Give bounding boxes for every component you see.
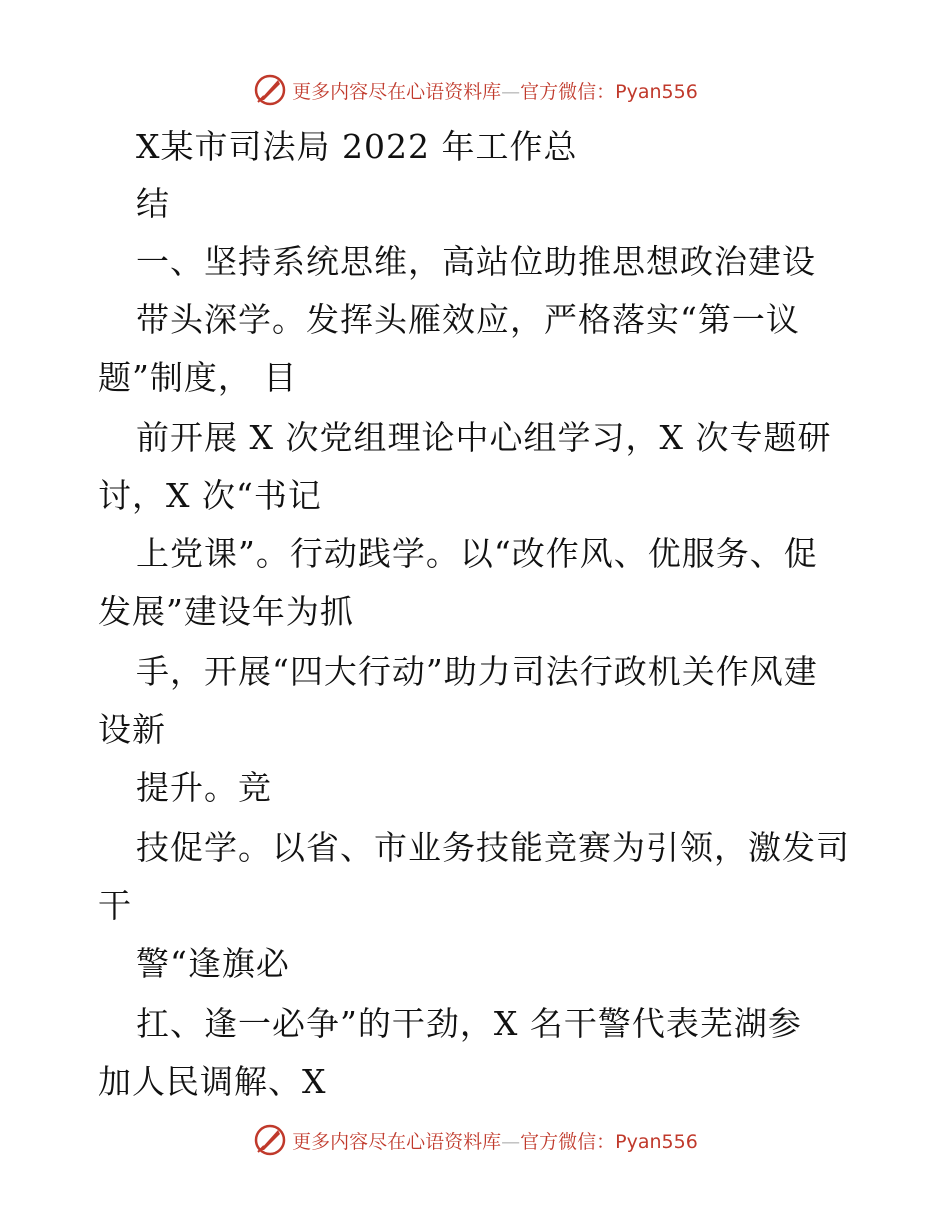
paragraph-line: 提升。竞 bbox=[136, 768, 272, 807]
paragraph-line: 带头深学。发挥头雁效应，严格落实“第一议 bbox=[136, 300, 800, 339]
paragraph-line: 设新 bbox=[98, 710, 166, 749]
banner-contact: 官方微信：Pyan556 bbox=[520, 80, 698, 103]
section-heading: 一、坚持系统思维，高站位助推思想政治建设 bbox=[136, 242, 816, 281]
banner-brand: 更多内容尽在心语资料库 bbox=[292, 80, 502, 103]
paragraph-line: 讨，X 次“书记 bbox=[98, 476, 322, 515]
banner-separator: — bbox=[501, 80, 521, 103]
paragraph-line: 干 bbox=[98, 886, 132, 925]
header-banner bbox=[0, 70, 950, 110]
doc-title-line-1: X某市司法局 2022 年工作总 bbox=[136, 127, 578, 166]
banner-contact: 官方微信：Pyan556 bbox=[520, 1130, 698, 1153]
paragraph-line: 技促学。以省、市业务技能竞赛为引领，激发司 bbox=[136, 828, 850, 867]
feather-logo-icon bbox=[252, 1122, 288, 1158]
footer-banner bbox=[0, 1120, 950, 1160]
paragraph-line: 扛、逢一必争”的干劲，X 名干警代表芜湖参 bbox=[136, 1004, 802, 1043]
banner-separator: — bbox=[501, 1130, 521, 1153]
paragraph-line: 题”制度， 目 bbox=[98, 358, 298, 397]
banner-brand: 更多内容尽在心语资料库 bbox=[292, 1130, 502, 1153]
paragraph-line: 加人民调解、X bbox=[98, 1062, 327, 1101]
feather-logo-icon bbox=[252, 72, 288, 108]
paragraph-line: 手，开展“四大行动”助力司法行政机关作风建 bbox=[136, 652, 818, 691]
banner-text bbox=[292, 1127, 698, 1154]
doc-title-line-2: 结 bbox=[136, 184, 170, 223]
banner-text bbox=[292, 77, 698, 104]
paragraph-line: 发展”建设年为抓 bbox=[98, 592, 354, 631]
paragraph-line: 警“逢旗必 bbox=[136, 944, 290, 983]
paragraph-line: 上党课”。行动践学。以“改作风、优服务、促 bbox=[136, 534, 818, 573]
paragraph-line: 前开展 X 次党组理论中心组学习，X 次专题研 bbox=[136, 418, 832, 457]
